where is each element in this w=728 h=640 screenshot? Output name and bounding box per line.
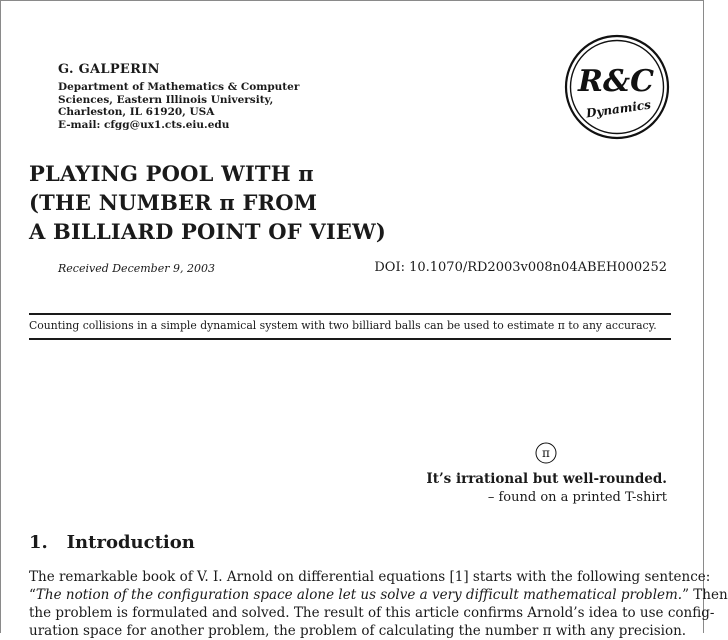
- affiliation-line: Department of Mathematics & Computer: [58, 81, 300, 93]
- paragraph-line: The remarkable book of V. I. Arnold on differential equations [1] starts with the following sentence:: [29, 569, 711, 585]
- affiliation-line: Charleston, IL 61920, USA: [58, 106, 215, 118]
- arnold-quote: The notion of the configuration space alone let us solve a very difficult mathematical problem.: [35, 587, 683, 603]
- pi-circle-icon: [535, 442, 557, 464]
- epigraph-source: – found on a printed T-shirt: [487, 490, 667, 505]
- intro-paragraph: [29, 568, 728, 640]
- logo-sub-text: Dynamics: [585, 97, 652, 121]
- title-line: A BILLIARD POINT OF VIEW): [29, 219, 386, 244]
- title-line: PLAYING POOL WITH π: [29, 161, 314, 186]
- section-number: 1.: [29, 532, 48, 553]
- epigraph-quote: It’s irrational but well-rounded.: [426, 471, 667, 487]
- paragraph-line: [29, 586, 728, 604]
- logo-main-text: R&C: [578, 64, 654, 99]
- abstract-bottom-rule: [29, 338, 671, 340]
- abstract: Counting collisions in a simple dynamical system with two billiard balls can be used to estimate π to any accuracy.: [29, 319, 657, 332]
- journal-logo: [564, 34, 670, 140]
- paper-title: [29, 159, 386, 246]
- affiliation-line: Sciences, Eastern Illinois University,: [58, 93, 274, 106]
- paragraph-line: uration space for another problem, the problem of calculating the number π with any precision.: [29, 623, 687, 639]
- author-email: E-mail: cfgg@ux1.cts.eiu.edu: [58, 118, 230, 131]
- section-heading: [29, 532, 195, 553]
- abstract-top-rule: [29, 313, 671, 315]
- title-line: (THE NUMBER π FROM: [29, 190, 318, 215]
- paragraph-line: the problem is formulated and solved. The result of this article confirms Arnold’s idea to use config-: [29, 605, 715, 621]
- doi: DOI: 10.1070/RD2003v008n04ABEH000252: [374, 260, 667, 275]
- open-quote: “: [29, 587, 36, 603]
- author-affiliation: [58, 81, 299, 131]
- received-date: Received December 9, 2003: [58, 262, 215, 275]
- close-quote: ” Then: [682, 587, 728, 603]
- section-title: Introduction: [66, 532, 195, 553]
- pi-symbol: π: [542, 446, 550, 460]
- author-name: G. GALPERIN: [58, 62, 160, 77]
